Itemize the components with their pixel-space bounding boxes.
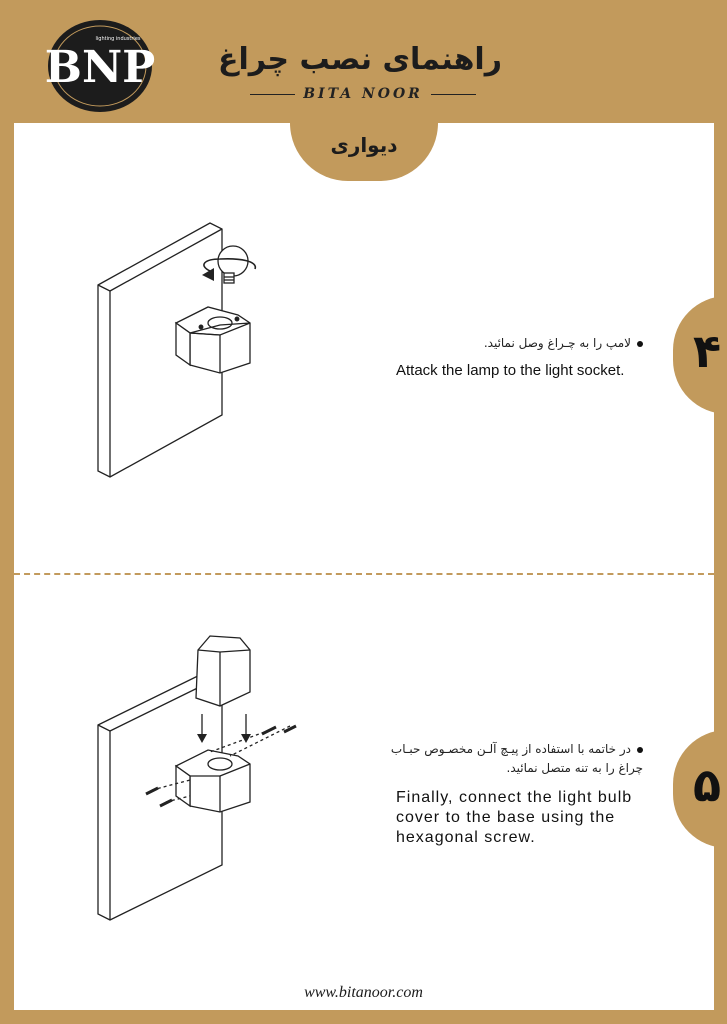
brand-rule-left	[250, 94, 295, 95]
bnp-logo	[44, 16, 156, 116]
section-divider	[14, 573, 714, 575]
page-title: راهنمای نصب چراغ	[217, 42, 502, 77]
bullet-dot	[637, 747, 643, 753]
section-tab-label: دیواری	[330, 133, 398, 157]
brand-rule-right	[431, 94, 476, 95]
step4-en-text: Attack the lamp to the light socket.	[396, 362, 625, 379]
step-number-4: ۴	[693, 324, 722, 378]
step5-fa-label: در خاتمه با استفاده از پیـچ آلـن مخصـوص حبـاب چراغ را به تنه متصل نمائید.	[390, 742, 643, 775]
brand-line	[250, 86, 476, 102]
bullet-dot	[637, 341, 643, 347]
step5-illustration	[90, 630, 310, 925]
step4-fa-text	[363, 334, 643, 353]
step5-en-text: Finally, connect the light bulb cover to the base using the hexagonal screw.	[396, 789, 633, 846]
brand-name: BITA NOOR	[303, 86, 423, 102]
step-number-5: ۵	[693, 758, 722, 812]
logo-tagline: lighting industries	[95, 36, 141, 42]
step4-illustration	[90, 215, 290, 485]
logo-letters: BNP	[44, 42, 156, 93]
step4-fa-label: لامپ را به چـراغ وصل نمائید.	[483, 336, 631, 350]
footer-website: www.bitanoor.com	[304, 984, 423, 1001]
step5-fa-text	[383, 740, 643, 778]
